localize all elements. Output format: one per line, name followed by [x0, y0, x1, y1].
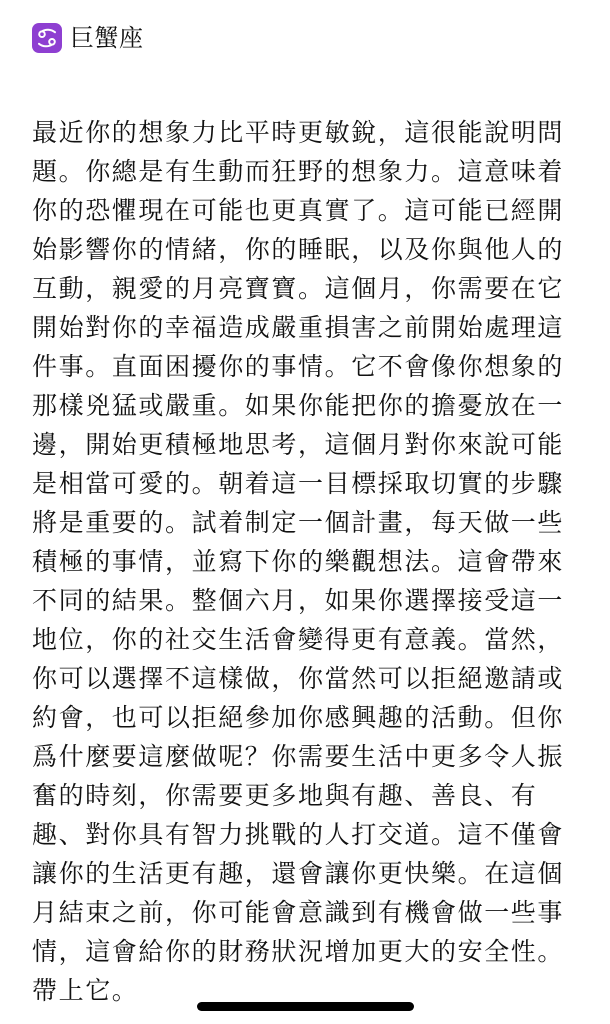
- text-line: 你可以選擇不這樣做，你當然可以拒絕邀請或: [32, 664, 565, 693]
- text-line: 題。你總是有生動而狂野的想象力。這意味着: [32, 157, 565, 186]
- text-line: 爲什麼要這麼做呢？你需要生活中更多令人振: [32, 742, 565, 771]
- text-line: 約會，也可以拒絕參加你感興趣的活動。但你: [32, 703, 565, 732]
- text-line: 讓你的生活更有趣，還會讓你更快樂。在這個: [32, 859, 565, 888]
- horoscope-text: [32, 113, 584, 1010]
- text-line: 不同的結果。整個六月，如果你選擇接受這一: [32, 586, 565, 615]
- text-line: 邊，開始更積極地思考，這個月對你來說可能: [32, 430, 565, 459]
- text-line: 件事。直面困擾你的事情。它不會像你想象的: [32, 352, 565, 381]
- text-line: 月結束之前，你可能會意識到有機會做一些事: [32, 898, 565, 927]
- text-line: 地位，你的社交生活會變得更有意義。當然，: [32, 625, 565, 654]
- text-line: 積極的事情，並寫下你的樂觀想法。這會帶來: [32, 547, 565, 576]
- text-line: 始影響你的情緒，你的睡眠，以及你與他人的: [32, 235, 565, 264]
- home-indicator[interactable]: [197, 1002, 414, 1011]
- text-line: 互動，親愛的月亮寶寶。這個月，你需要在它: [32, 274, 565, 303]
- cancer-zodiac-icon: [32, 23, 62, 53]
- text-line: 奮的時刻，你需要更多地與有趣、善良、有: [32, 781, 538, 810]
- text-line: 最近你的想象力比平時更敏銳，這很能說明問: [32, 118, 565, 147]
- page-title: 巨蟹座: [70, 24, 144, 52]
- text-line: 是相當可愛的。朝着這一目標採取切實的步驟: [32, 469, 565, 498]
- text-line: 你的恐懼現在可能也更真實了。這可能已經開: [32, 196, 565, 225]
- text-line: 趣、對你具有智力挑戰的人打交道。這不僅會: [32, 820, 565, 849]
- text-line: 開始對你的幸福造成嚴重損害之前開始處理這: [32, 313, 565, 342]
- text-line: 帶上它。: [32, 976, 139, 1005]
- text-line: 那樣兇猛或嚴重。如果你能把你的擔憂放在一: [32, 391, 565, 420]
- text-line: 情，這會給你的財務狀況增加更大的安全性。: [32, 937, 565, 966]
- text-line: 將是重要的。試着制定一個計畫，每天做一些: [32, 508, 565, 537]
- header: [32, 20, 144, 56]
